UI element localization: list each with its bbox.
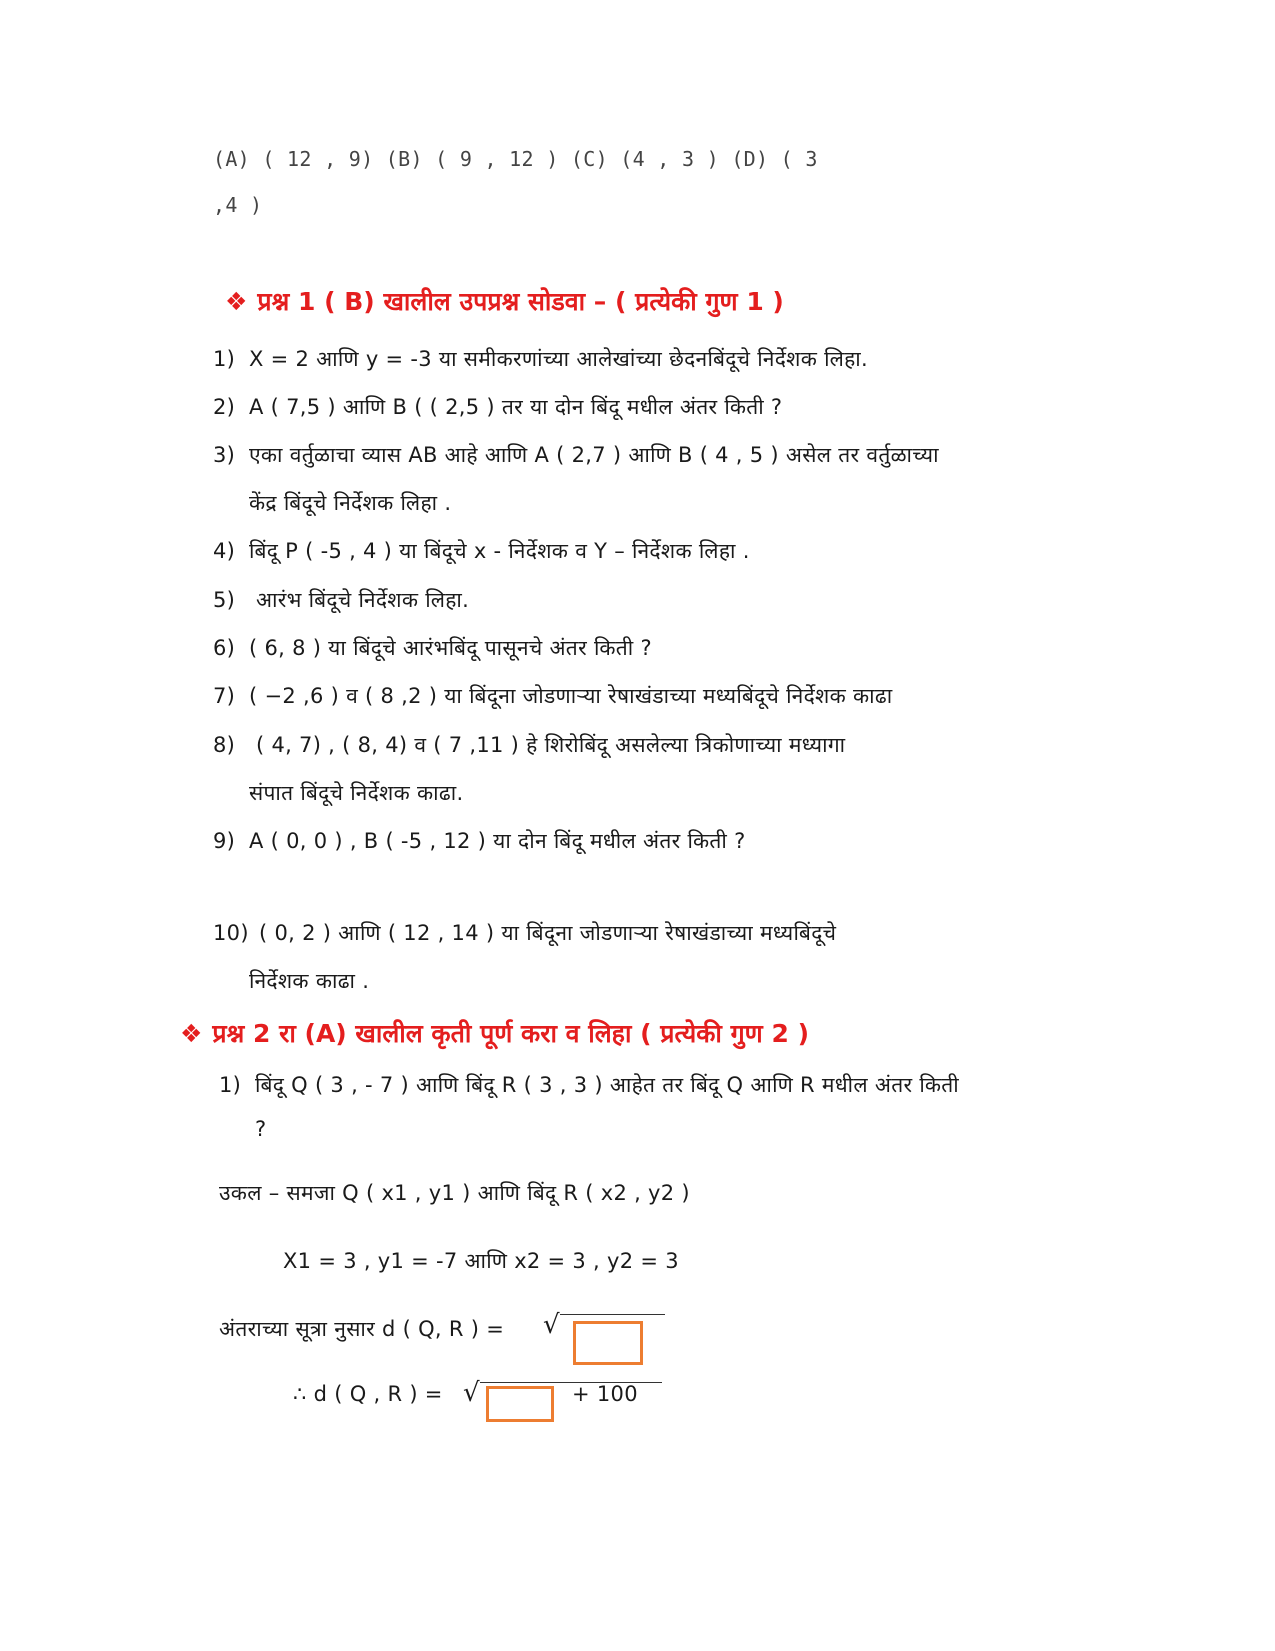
- question-number: 10): [213, 921, 249, 945]
- question-9: [213, 827, 746, 855]
- mcq-options-line-continued: ,4 ): [213, 193, 263, 217]
- sqrt-icon: √: [463, 1378, 480, 1408]
- question-4: [213, 537, 750, 565]
- question-number: 1): [213, 347, 236, 371]
- question-text: A ( 7,5 ) आणि B ( ( 2,5 ) तर या दोन बिंदू मधील अंतर किती ?: [249, 395, 783, 419]
- solution-line-3: अंतराच्या सूत्रा नुसार d ( Q, R ) =: [219, 1317, 505, 1341]
- question-number: 4): [213, 539, 236, 563]
- solution-line-4-suffix: + 100: [572, 1382, 638, 1406]
- question-10-continued: निर्देशक काढा .: [249, 969, 370, 993]
- solution-line-2: X1 = 3 , y1 = -7 आणि x2 = 3 , y2 = 3: [283, 1249, 679, 1273]
- question-1: [213, 345, 868, 373]
- question-text: X = 2 आणि y = -3 या समीकरणांच्या आलेखांच्या छेदनबिंदूचे निर्देशक लिहा.: [249, 347, 868, 371]
- question-text: A ( 0, 0 ) , B ( -5 , 12 ) या दोन बिंदू मधील अंतर किती ?: [249, 829, 746, 853]
- question-3-continued: केंद्र बिंदूचे निर्देशक लिहा .: [249, 491, 452, 515]
- sqrt-icon: √: [543, 1310, 560, 1340]
- answer-box-1[interactable]: [573, 1321, 643, 1365]
- question-number: 5): [213, 588, 236, 612]
- question-number: 2): [213, 395, 236, 419]
- sqrt-vinculum: [560, 1314, 665, 1315]
- question-5: [213, 586, 469, 614]
- question-number: 9): [213, 829, 236, 853]
- section-2a-heading: [180, 1016, 809, 1050]
- section-b-heading: [225, 284, 784, 318]
- question-number: 3): [213, 443, 236, 467]
- question-2: [213, 393, 782, 421]
- question-6: [213, 634, 652, 662]
- question-text: ( 0, 2 ) आणि ( 12 , 14 ) या बिंदूना जोडणाऱ्या रेषाखंडाच्या मध्यबिंदूचे: [259, 921, 837, 945]
- answer-box-2[interactable]: [486, 1386, 554, 1422]
- question-text: आरंभ बिंदूचे निर्देशक लिहा.: [249, 588, 470, 612]
- mcq-options-line: (A) ( 12 , 9) (B) ( 9 , 12 ) (C) (4 , 3 ) (D) ( 3: [213, 147, 818, 171]
- question-text: बिंदू Q ( 3 , - 7 ) आणि बिंदू R ( 3 , 3 ) आहेत तर बिंदू Q आणि R मधील अंतर किती: [255, 1073, 959, 1097]
- question-3: [213, 441, 939, 469]
- diamond-bullet-icon: ❖: [225, 287, 248, 316]
- question-text: ( 4, 7) , ( 8, 4) व ( 7 ,11 ) हे शिरोबिंदू असलेल्या त्रिकोणाच्या मध्यागा: [249, 733, 846, 757]
- section-b-heading-text: प्रश्न 1 ( B) खालील उपप्रश्न सोडवा – ( प्रत्येकी गुण 1 ): [257, 287, 784, 316]
- question-7: [213, 682, 892, 710]
- solution-line-1: उकल – समजा Q ( x1 , y1 ) आणि बिंदू R ( x2 , y2 ): [219, 1181, 690, 1205]
- diamond-bullet-icon: ❖: [180, 1019, 203, 1048]
- solution-line-4-prefix: ∴ d ( Q , R ) =: [293, 1382, 443, 1406]
- question-text: ( 6, 8 ) या बिंदूचे आरंभबिंदू पासूनचे अंतर किती ?: [249, 636, 652, 660]
- question-text: ( −2 ,6 ) व ( 8 ,2 ) या बिंदूना जोडणाऱ्या रेषाखंडाच्या मध्यबिंदूचे निर्देशक काढा: [249, 684, 893, 708]
- question-number: 1): [219, 1073, 242, 1097]
- question-text: बिंदू P ( -5 , 4 ) या बिंदूचे x - निर्देशक व Y – निर्देशक लिहा .: [249, 539, 750, 563]
- question-8: [213, 731, 845, 759]
- q2-question-1: [219, 1071, 959, 1099]
- question-10: [213, 919, 836, 947]
- question-number: 7): [213, 684, 236, 708]
- question-number: 8): [213, 733, 236, 757]
- question-text: एका वर्तुळाचा व्यास AB आहे आणि A ( 2,7 ) आणि B ( 4 , 5 ) असेल तर वर्तुळाच्या: [249, 443, 939, 467]
- q2-question-1-continued: ?: [255, 1117, 267, 1141]
- question-number: 6): [213, 636, 236, 660]
- section-2a-heading-text: प्रश्न 2 रा (A) खालील कृती पूर्ण करा व लिहा ( प्रत्येकी गुण 2 ): [212, 1019, 809, 1048]
- question-8-continued: संपात बिंदूचे निर्देशक काढा.: [249, 781, 464, 805]
